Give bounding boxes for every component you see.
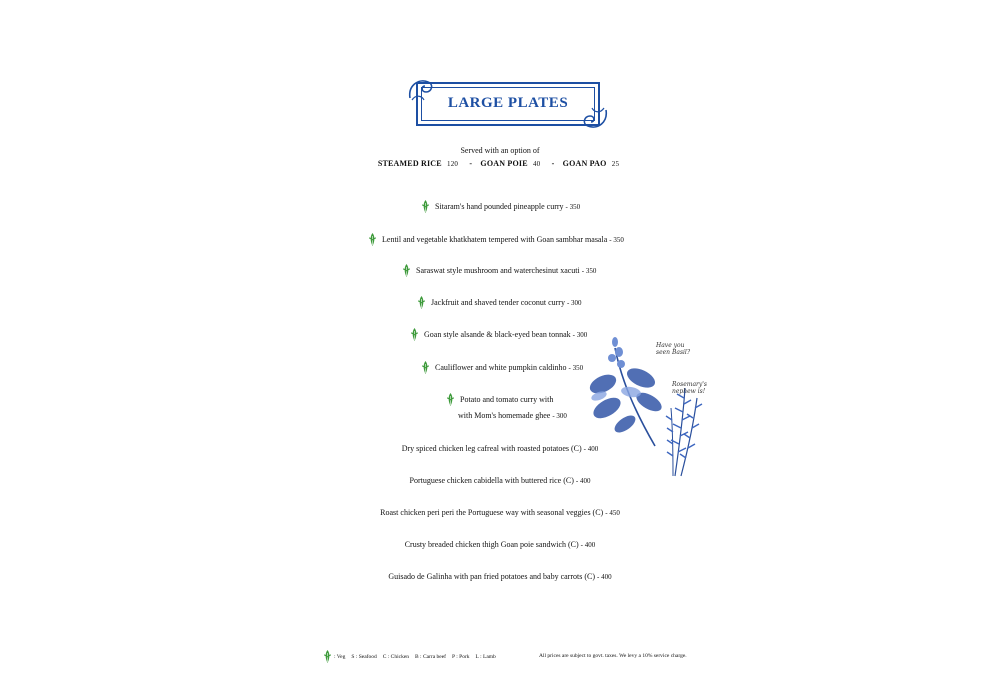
menu-item-name: Goan style alsande & black-eyed bean tonnak [424,330,571,339]
menu-item-price: - 300 [566,298,582,307]
menu-item-name: Guisado de Galinha with pan fried potatoes and baby carrots (C) [388,572,595,581]
legend-beef: B : Carra beef [415,653,447,660]
option-name: GOAN POIE [480,159,528,168]
served-with-text: Served with an option of [460,146,540,155]
menu-item-name: Jackfruit and shaved tender coconut curry [431,298,565,307]
menu-item [446,393,567,420]
veg-icon [421,361,430,374]
menu-item [368,233,624,246]
legend [323,650,496,663]
herb-note-rosemary: Rosemary's nephew is! [672,381,708,395]
menu-item-name: Roast chicken peri peri the Portuguese way with seasonal veggies (C) [380,508,604,517]
menu-item [280,508,720,517]
legend-pork: P : Pork [452,653,470,660]
menu-item-price: - 400 [597,572,612,581]
option-name: STEAMED RICE [377,159,442,168]
veg-icon [323,650,332,663]
menu-item-name: Crusty breaded chicken thigh Goan poie sandwich (C) [404,540,579,549]
menu-item-price: - 350 [568,363,584,372]
menu-item-name: Lentil and vegetable khatkhatem tempered with Goan sambhar masala [382,235,608,244]
menu-item-price: - 400 [575,476,591,485]
legend-chicken: C : Chicken [382,653,410,660]
legend-veg: : Veg [334,653,346,660]
menu-item [280,572,720,581]
ornament-swirl-top-left-icon [406,74,440,104]
menu-item [402,264,596,277]
herb-note-basil: Have you seen Basil? [656,342,691,356]
menu-item-name: Dry spiced chicken leg cafreal with roasted potatoes (C) [401,444,582,453]
side-options: STEAMED RICE 120 - GOAN POIE 40 - GOAN PAO 25 [377,159,620,168]
ornament-swirl-bottom-right-icon [576,106,610,134]
herb-illustration [585,328,720,478]
veg-icon [368,233,377,246]
menu-item-price: - 400 [583,444,599,453]
veg-icon [446,393,455,406]
veg-icon [417,296,426,309]
menu-item-name: Potato and tomato curry with [460,395,554,404]
legend-lamb: L : Lamb [475,653,496,660]
option-price: 25 [611,160,620,168]
menu-item-name: Saraswat style mushroom and waterchesinut xacuti [416,266,580,275]
menu-item-price: - 450 [605,508,620,517]
menu-item [421,361,583,374]
menu-item [410,328,587,341]
option-price: 40 [532,160,541,168]
menu-item [280,540,720,549]
menu-item [417,296,582,309]
menu-item-price: - 400 [580,540,596,549]
menu-item-name: Cauliflower and white pumpkin caldinho [435,363,567,372]
footnote: All prices are subject to govt. taxes. We levy a 10% service charge. [539,653,687,659]
menu-item-name: Portuguese chicken cabidella with buttered rice (C) [409,476,574,485]
menu-item-name-line2: with Mom's homemade ghee [458,411,551,420]
menu-item-price: - 300 [572,330,588,339]
menu-item-price: - 300 [552,412,567,420]
menu-item [421,200,580,213]
page-title: LARGE PLATES [447,95,569,111]
menu-item-name: Sitaram's hand pounded pineapple curry [435,202,564,211]
menu-item-price: - 350 [609,235,624,244]
legend-seafood: S : Seafood [351,653,377,660]
option-price: 120 [447,160,459,168]
veg-icon [421,200,430,213]
option-name: GOAN PAO [562,159,607,168]
veg-icon [402,264,411,277]
title-frame [416,82,600,126]
veg-icon [410,328,419,341]
menu-item-price: - 350 [581,266,597,275]
menu-item-price: - 350 [565,202,581,211]
